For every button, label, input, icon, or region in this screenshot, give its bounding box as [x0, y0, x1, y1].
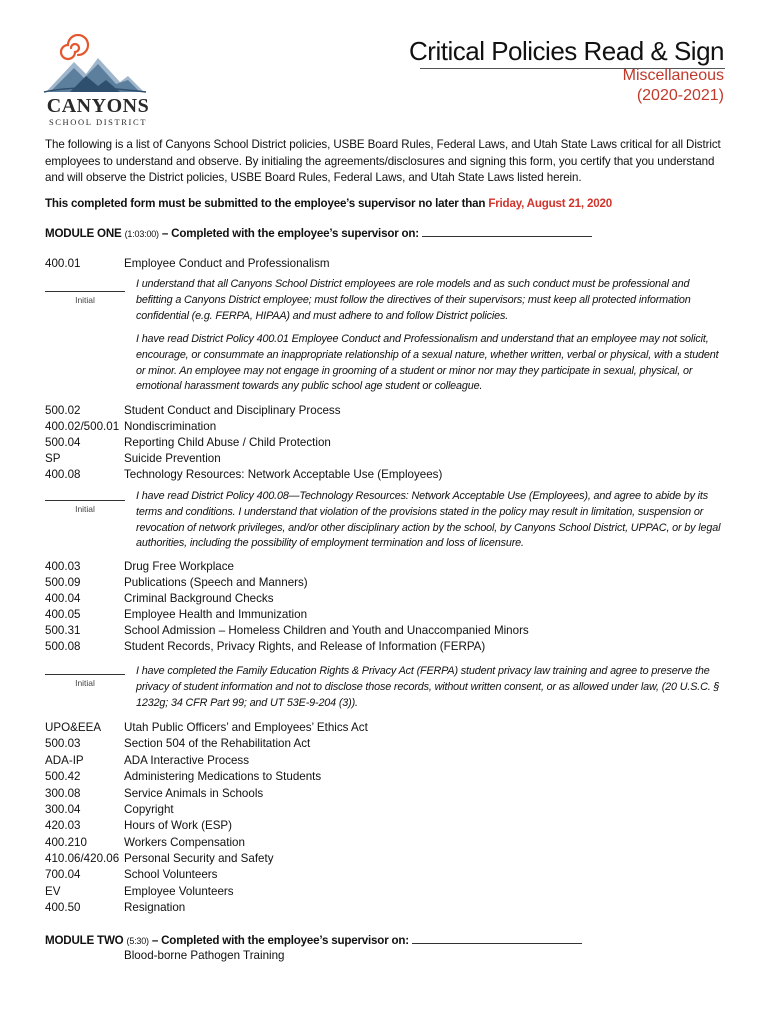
statement-technology: I have read District Policy 400.08—Technology Resources: Network Acceptable Use (Employees), and agree to abide by its terms and conditions. I understand that violation of the provisions stated in the policy may result in limitation, suspension or revocation of network privileges, and/or other disciplinary action by the school, by Canyons School District, UPPAC, or by legal authorities, including the possibility of employment termination and loss of licensure. — [136, 490, 721, 550]
policy-name: ADA Interactive Process — [124, 754, 250, 767]
module-one-heading — [45, 226, 592, 240]
initial-line — [45, 674, 125, 675]
policy-name: Utah Public Officers’ and Employees’ Ethics Act — [124, 721, 368, 734]
module-two-date-line[interactable] — [412, 933, 582, 944]
policy-name: Student Conduct and Disciplinary Process — [124, 404, 341, 417]
policy-code: SP — [45, 452, 61, 465]
policy-name: Service Animals in Schools — [124, 787, 264, 800]
initial-line — [45, 500, 125, 501]
module-two-heading — [45, 933, 582, 947]
policy-name: Workers Compensation — [124, 836, 245, 849]
policy-name: Criminal Background Checks — [124, 592, 274, 605]
module-two-item: Blood-borne Pathogen Training — [124, 949, 285, 962]
statement-harassment: I have read District Policy 400.01 Employee Conduct and Professionalism and understand that an employee may not solicit, encourage, or consummate an inappropriate relationship of a sexual nature, whether written, verbal or physical, with a student or minor. An employee may not engage in grooming of a student or minor nor may they participate in sexual, physical, or emotional harassment towards any public school age student or colleague. — [136, 333, 719, 393]
deadline-text: This completed form must be submitted to the employee’s supervisor no later than — [45, 197, 489, 210]
policy-name: Technology Resources: Network Acceptable Use (Employees) — [124, 468, 443, 481]
policy-code: 500.09 — [45, 576, 81, 589]
policy-name: Suicide Prevention — [124, 452, 221, 465]
policy-name: Nondiscrimination — [124, 420, 217, 433]
module-two-label: MODULE TWO — [45, 934, 124, 947]
module-one-time: (1:03:00) — [124, 229, 159, 239]
policy-code: 500.08 — [45, 640, 81, 653]
initial-label: Initial — [75, 678, 95, 688]
policy-code: UPO&EEA — [45, 721, 102, 734]
policy-code: 410.06/420.06 — [45, 852, 120, 865]
policy-code: 400.08 — [45, 468, 81, 481]
intro-paragraph: The following is a list of Canyons School District policies, USBE Board Rules, Federal Laws, and Utah State Laws critical for all District employees to understand and observe. By initialing the agreements/disclosures and signing this form, you certify that you understand and will observe the District policies, USBE Board Rules, Federal Laws, and Utah State Laws listed herein. — [45, 138, 721, 184]
policy-code: 700.04 — [45, 868, 81, 881]
policy-name: School Volunteers — [124, 868, 218, 881]
policy-code: 400.210 — [45, 836, 87, 849]
policy-code: 400.50 — [45, 901, 81, 914]
policy-code: 400.05 — [45, 608, 81, 621]
policy-code: ADA-IP — [45, 754, 84, 767]
policy-code: 500.31 — [45, 624, 81, 637]
statement-conduct: I understand that all Canyons School District employees are role models and as such conduct must be professional and befitting a Canyons District employee; must follow the directives of their supervisors; must keep all protected information confidential (e.g. FERPA, HIPAA) and must adhere to and follow District policies. — [136, 278, 691, 322]
module-one-date-line[interactable] — [422, 226, 592, 237]
policy-name: Administering Medications to Students — [124, 770, 322, 783]
policy-code: 300.08 — [45, 787, 81, 800]
initial-line — [45, 291, 125, 292]
policy-name: Employee Volunteers — [124, 885, 234, 898]
policy-code: 300.04 — [45, 803, 81, 816]
deadline-notice — [45, 197, 612, 210]
policy-code: 500.03 — [45, 737, 81, 750]
initial-field-2[interactable] — [45, 500, 125, 514]
policy-name: Employee Health and Immunization — [124, 608, 308, 621]
page-year: (2020-2021) — [636, 87, 724, 104]
deadline-date: Friday, August 21, 2020 — [488, 197, 612, 210]
module-one-text: – Completed with the employee’s supervisor on: — [158, 227, 419, 240]
initial-label: Initial — [75, 504, 95, 514]
policy-code: EV — [45, 885, 61, 898]
logo-wordmark — [46, 96, 150, 127]
policy-name: Publications (Speech and Manners) — [124, 576, 308, 589]
page-title: Critical Policies Read & Sign — [409, 36, 724, 66]
module-two-text: – Completed with the employee’s supervisor on: — [148, 934, 409, 947]
policy-name: Copyright — [124, 803, 174, 816]
policy-name: Personal Security and Safety — [124, 852, 274, 865]
policy-name: Resignation — [124, 901, 186, 914]
policy-name: Drug Free Workplace — [124, 560, 234, 573]
initial-field-3[interactable] — [45, 674, 125, 688]
policy-name: Section 504 of the Rehabilitation Act — [124, 737, 311, 750]
policy-name: Student Records, Privacy Rights, and Release of Information (FERPA) — [124, 640, 486, 653]
policy-code: 400.01 — [45, 257, 81, 270]
initial-label: Initial — [75, 295, 95, 305]
policy-code: 500.04 — [45, 436, 81, 449]
policy-code: 400.04 — [45, 592, 81, 605]
policy-code: 500.02 — [45, 404, 81, 417]
policy-name: Employee Conduct and Professionalism — [124, 257, 330, 270]
logo-subtitle: SCHOOL DISTRICT — [48, 117, 148, 127]
page-category: Miscellaneous — [622, 67, 724, 84]
policy-code: 420.03 — [45, 819, 81, 832]
module-two-time: (5:30) — [126, 936, 149, 946]
logo-name: CANYONS — [46, 95, 150, 117]
policy-code: 400.03 — [45, 560, 81, 573]
policy-code: 400.02/500.01 — [45, 420, 120, 433]
title-block — [409, 36, 724, 106]
policy-name: School Admission – Homeless Children and Youth and Unaccompanied Minors — [124, 624, 529, 637]
statement-ferpa: I have completed the Family Education Rights & Privacy Act (FERPA) student privacy law training and agree to preserve the privacy of student information and not to disclose those records, without written consent, or as allowed under law, (20 U.S.C. § 1232g; 34 CFR Part 99; and UT 53E-9-204 (3)). — [136, 665, 720, 709]
policy-code: 500.42 — [45, 770, 81, 783]
module-one-label: MODULE ONE — [45, 227, 122, 240]
initial-field-1[interactable] — [45, 291, 125, 305]
policy-name: Reporting Child Abuse / Child Protection — [124, 436, 331, 449]
policy-name: Hours of Work (ESP) — [124, 819, 233, 832]
